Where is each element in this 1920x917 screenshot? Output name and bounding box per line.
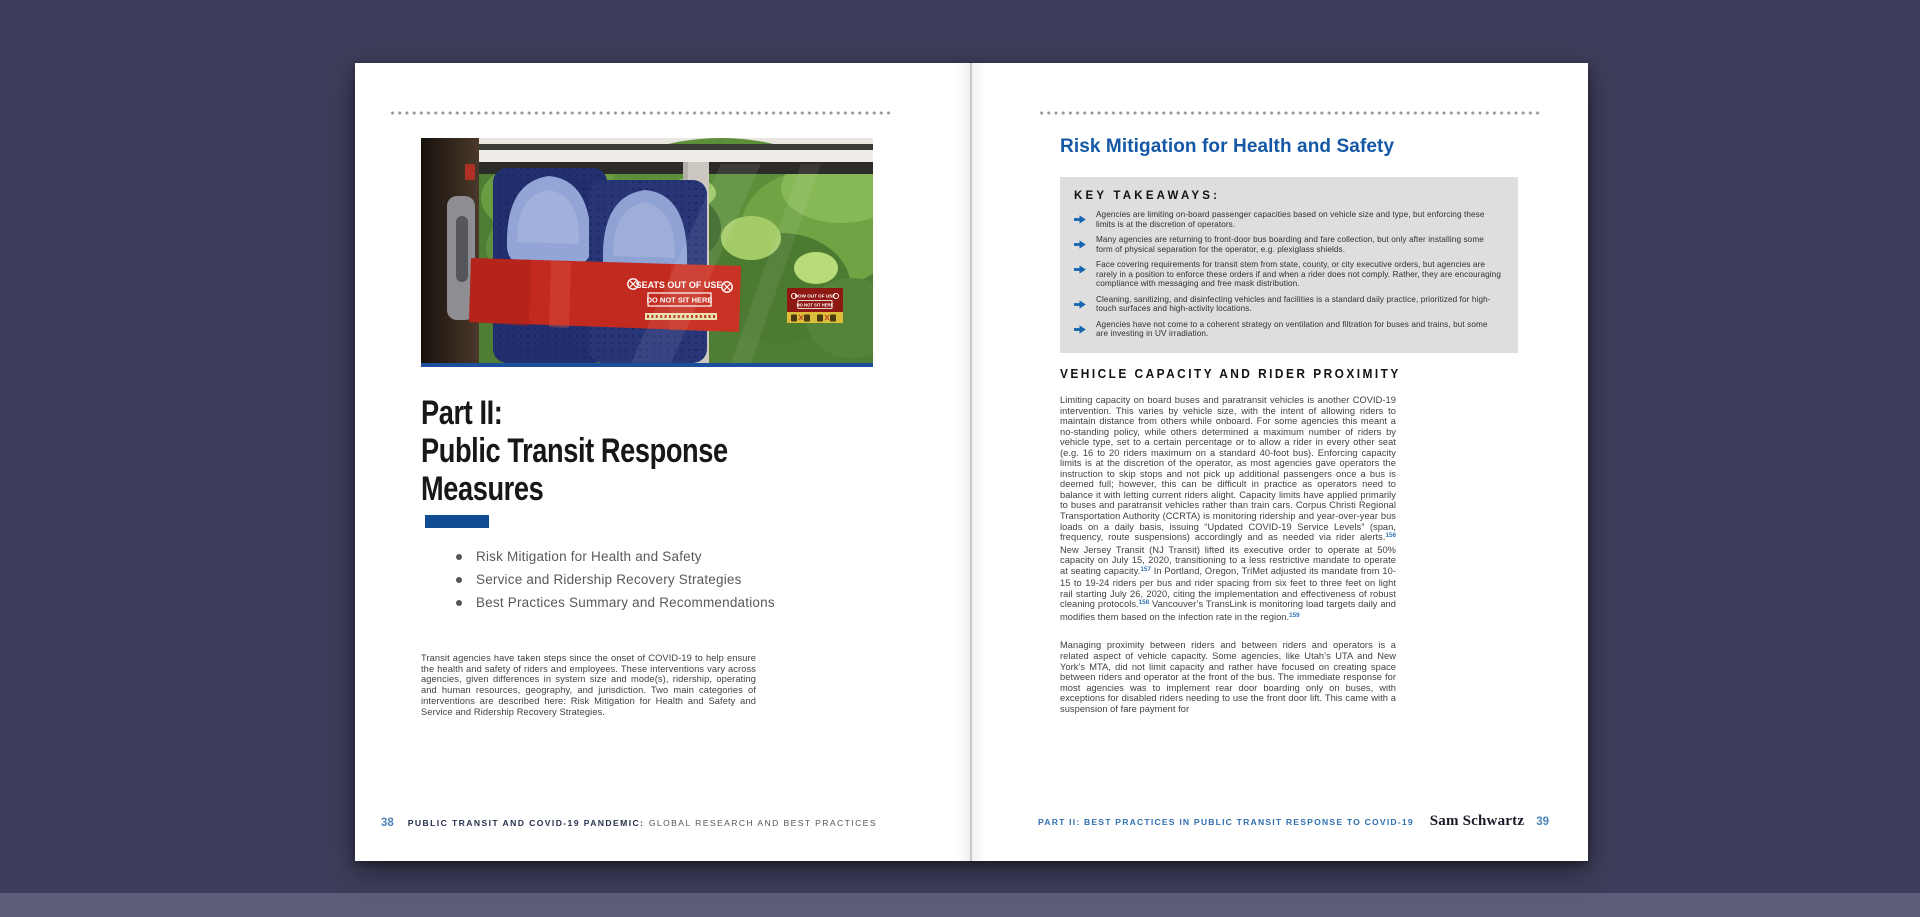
body-paragraph-1 — [1060, 395, 1396, 624]
arrow-icon — [1074, 295, 1096, 314]
running-footer-title — [408, 813, 877, 831]
bus-seats-photo — [421, 138, 873, 367]
arrow-icon — [1074, 210, 1096, 229]
takeaway-text: Agencies have not come to a coherent strategy on ventilation and filtration for buses and trains, but some are investing in UV irradiation. — [1096, 319, 1488, 338]
toc-bullet-item — [454, 596, 814, 610]
dotted-rule-left — [389, 111, 892, 115]
footnote-ref-156: 156 — [1385, 532, 1396, 540]
brand-logo-text: Sam Schwartz — [1429, 813, 1525, 829]
left-page-footer — [381, 813, 877, 831]
body-p1-seg3: In Portland, Oregon, TriMet adjusted its mandate from 10-15 to 19-24 riders per bus and rider spacing from six feet to three feet on light rail starting July 26, 2020, citing the implementation and effectiveness of robust cleaning protocols. — [1060, 565, 1396, 610]
footnote-ref-158: 158 — [1138, 599, 1150, 607]
sign-text-line2: DO NOT SIT HERE — [796, 302, 834, 308]
toc-bullet-item — [454, 550, 814, 564]
dotted-rule-right — [1038, 111, 1541, 115]
key-takeaways-title: KEY TAKEAWAYS: — [1074, 190, 1221, 202]
subsection-heading: VEHICLE CAPACITY AND RIDER PROXIMITY — [1060, 367, 1401, 381]
bullet-dot — [456, 600, 462, 606]
takeaway-item — [1074, 295, 1502, 314]
takeaway-item — [1074, 235, 1502, 254]
toc-item-label: Risk Mitigation for Health and Safety — [476, 549, 702, 564]
part-title-line1: Part II: — [421, 394, 503, 432]
bus-seats-photo-illustration — [421, 138, 873, 363]
key-takeaways-box — [1060, 177, 1518, 353]
page-number: 39 — [1536, 816, 1549, 828]
part-title-line2: Public Transit Response — [421, 432, 728, 470]
arrow-icon — [1074, 235, 1096, 254]
toc-item-label: Service and Ridership Recovery Strategies — [476, 572, 742, 587]
takeaway-text: Agencies are limiting on-board passenger capacities based on vehicle size and type, but enforcing these limits is at the discretion of operators. — [1096, 210, 1485, 229]
sign-text-line1: ROW OUT OF USE — [794, 293, 836, 299]
section-title: Risk Mitigation for Health and Safety — [1060, 136, 1395, 157]
chapter-contents-list — [454, 550, 814, 619]
footer-brand-group — [1430, 813, 1549, 830]
takeaway-text: Face covering requirements for transit stem from state, county, or city executive orders, but agencies are rarely in a position to enforce these orders if and when a rider does not comply. Rather, they are encouraging compliance with messaging and free mask distribution. — [1096, 260, 1501, 288]
bullet-dot — [456, 554, 462, 560]
banner-text-line1: SEATS OUT OF USE — [635, 280, 723, 290]
body-paragraph-2: Managing proximity between riders and between riders and operators is a related aspect of vehicle capacity. Some agencies, like Utah’s UTA and New York’s MTA, did not limit capacity and rather have focused on creating space between riders and operator at the front of the bus. The immediate response for most agencies was to implement rear door boarding only on buses, with exceptions for disabled riders needing to use the front door lift. This came with a suspension of fare payment for — [1060, 640, 1396, 714]
toc-item-label: Best Practices Summary and Recommendations — [476, 595, 775, 610]
part-title-line3: Measures — [421, 470, 544, 508]
arrow-icon — [1074, 320, 1096, 339]
part-title — [421, 394, 805, 508]
row-out-of-use-sign — [787, 288, 843, 323]
takeaway-item — [1074, 320, 1502, 339]
document-spread — [355, 63, 1588, 861]
body-p1-seg2: New Jersey Transit (NJ Transit) lifted its executive order to operate at 50% capacity on July 15, 2020, transitioning to a less restrictive mandate to operate at seating capacity. — [1060, 544, 1396, 576]
takeaway-text: Many agencies are returning to front-door bus boarding and fare collection, but only after installing some form of physical separation for the operator, e.g. plexiglass shields. — [1096, 235, 1484, 254]
bullet-dot — [456, 577, 462, 583]
takeaway-item — [1074, 210, 1502, 229]
page-gutter-line — [970, 63, 972, 861]
footnote-ref-157: 157 — [1140, 565, 1151, 573]
footer-section-label: PART II: BEST PRACTICES IN PUBLIC TRANSIT RESPONSE TO COVID-19 — [1038, 817, 1414, 827]
chapter-intro-paragraph: Transit agencies have taken steps since the onset of COVID-19 to help ensure the health and safety of riders and employees. These interventions vary across agencies, given differences in system size and mode(s), ridership, operating and human resources, geography, and jurisdiction. Two main categories of interventions are described here: Risk Mitigation for Health and Safety and Service and Ridership Recovery Strategies. — [421, 653, 756, 717]
right-page-footer — [1038, 813, 1549, 830]
footer-doc-subtitle: GLOBAL RESEARCH AND BEST PRACTICES — [648, 818, 877, 828]
takeaway-item — [1074, 260, 1502, 289]
body-p1-seg1: Limiting capacity on board buses and paratransit vehicles is another COVID-19 intervention. This varies by vehicle size, with the intent of allowing riders to maintain distance from others while onboard. For some agencies this meant a no-standing policy, while others determined a maximum number of riders by vehicle type, set to a certain percentage or to allow a rider in every other seat (e.g. 16 to 20 riders maximum on a standard 40-foot bus). Enforcing capacity limits is at the discretion of the operator, as most agencies gave operators the instruction to skip stops and not pick up additional passengers once a bus is deemed full; however, this can be difficult in practice as operators need to balance it with letting current riders alight. Capacity limits have applied primarily to buses and paratransit vehicles rather than train cars. Corpus Christi Regional Transportation Authority (CCRTA) is monitoring ridership and year-over-year bus loads on a daily basis, issuing “Updated COVID-19 Service Levels” (span, frequency, route suspensions) accordingly and as needed via rider alerts. — [1060, 395, 1396, 543]
page-number: 38 — [381, 817, 394, 829]
background-bottom-edge — [0, 893, 1920, 917]
body-p1-seg4: Vancouver’s TransLink is monitoring load targets daily and modifies them based on the infection rate in the region. — [1060, 599, 1396, 622]
body-text-column — [1060, 395, 1396, 714]
title-accent-bar — [425, 515, 489, 528]
footer-doc-title: PUBLIC TRANSIT AND COVID-19 PANDEMIC: — [407, 818, 645, 828]
toc-bullet-item — [454, 573, 814, 587]
banner-text-line2: DO NOT SIT HERE — [646, 295, 713, 305]
takeaway-text: Cleaning, sanitizing, and disinfecting vehicles and facilities is a standard daily practice, prioritized for high-touch surfaces and high-activity locations. — [1096, 294, 1491, 313]
footnote-ref-159: 159 — [1289, 611, 1300, 619]
arrow-icon — [1074, 260, 1096, 289]
